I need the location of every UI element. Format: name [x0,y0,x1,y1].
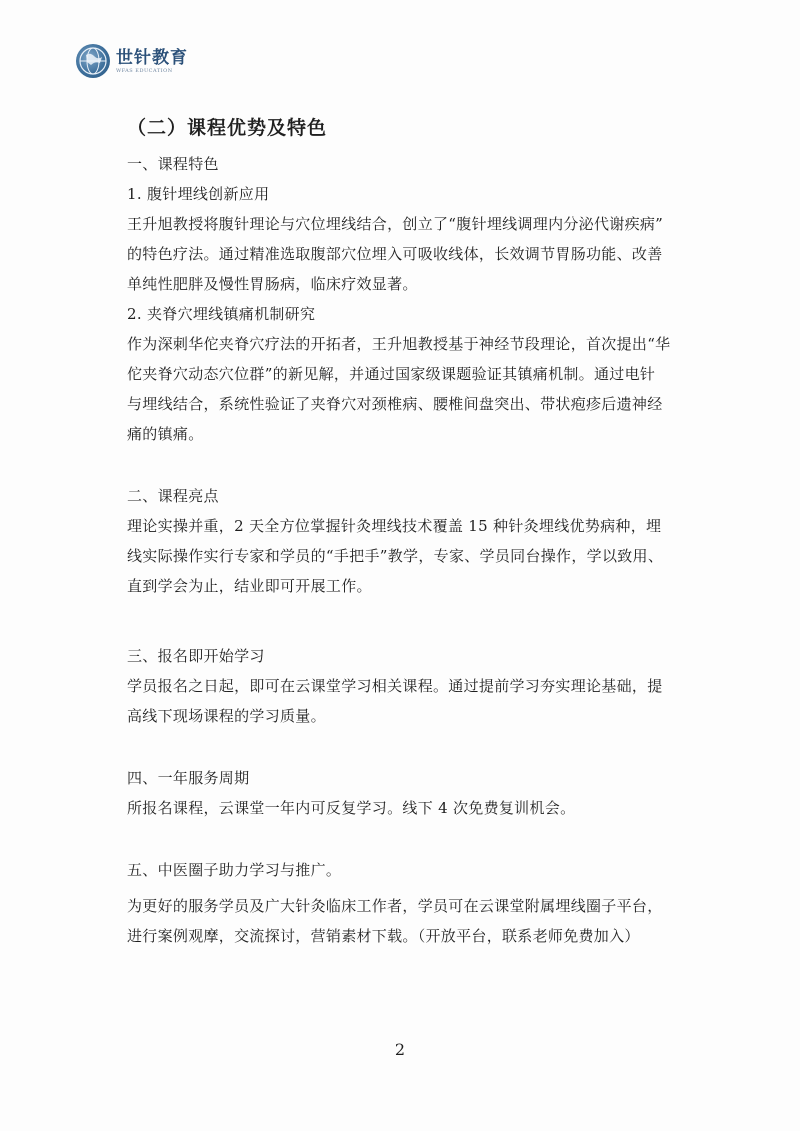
paragraph-line: 王升旭教授将腹针理论与穴位埋线结合，创立了“腹针埋线调理内分泌代谢疾病” [127,215,664,233]
section-title: （二）课程优势及特色 [127,117,328,139]
heading-tcm-circle: 五、中医圈子助力学习与推广。 [127,861,342,879]
paragraph-line: 进行案例观摩，交流探讨，营销素材下载。（开放平台，联系老师免费加入） [127,927,640,945]
paragraph-line: 佗夹脊穴动态穴位群”的新见解，并通过国家级课题验证其镇痛机制。通过电针 [127,365,656,383]
paragraph-line: 直到学会为止，结业即可开展工作。 [127,577,372,595]
subheading-abdominal-needle: 1. 腹针埋线创新应用 [127,185,270,203]
heading-course-highlights: 二、课程亮点 [127,487,219,505]
brand-logo [76,44,188,78]
globe-icon [76,44,110,78]
paragraph-line: 高线下现场课程的学习质量。 [127,707,326,725]
paragraph-line: 线实际操作实行专家和学员的“手把手”教学，专家、学员同台操作，学以致用、 [127,547,664,565]
paragraph-line: 学员报名之日起，即可在云课堂学习相关课程。通过提前学习夯实理论基础，提 [127,677,663,695]
heading-enroll-start: 三、报名即开始学习 [127,647,265,665]
paragraph-line: 所报名课程，云课堂一年内可反复学习。线下 4 次免费复训机会。 [127,799,576,817]
paragraph-line: 与埋线结合，系统性验证了夹脊穴对颈椎病、腰椎间盘突出、带状疱疹后遗神经 [127,395,663,413]
paragraph-line: 作为深刺华佗夹脊穴疗法的开拓者，王升旭教授基于神经节段理论，首次提出“华 [127,335,671,353]
logo-chinese-text: 世针教育 [116,47,188,68]
paragraph-line: 痛的镇痛。 [127,425,204,443]
logo-english-text: WFAS EDUCATION [116,67,173,74]
subheading-jiaji-point: 2. 夹脊穴埋线镇痛机制研究 [127,305,316,323]
heading-service-period: 四、一年服务周期 [127,769,250,787]
paragraph-line: 理论实操并重，2 天全方位掌握针灸埋线技术覆盖 15 种针灸埋线优势病种，埋 [127,517,662,535]
page-number: 2 [394,1040,406,1059]
paragraph-line: 单纯性肥胖及慢性胃肠病，临床疗效显著。 [127,275,418,293]
paragraph-line: 为更好的服务学员及广大针灸临床工作者，学员可在云课堂附属埋线圈子平台， [127,897,663,915]
paragraph-line: 的特色疗法。通过精准选取腹部穴位埋入可吸收线体，长效调节胃肠功能、改善 [127,245,663,263]
heading-course-features: 一、课程特色 [127,155,219,173]
